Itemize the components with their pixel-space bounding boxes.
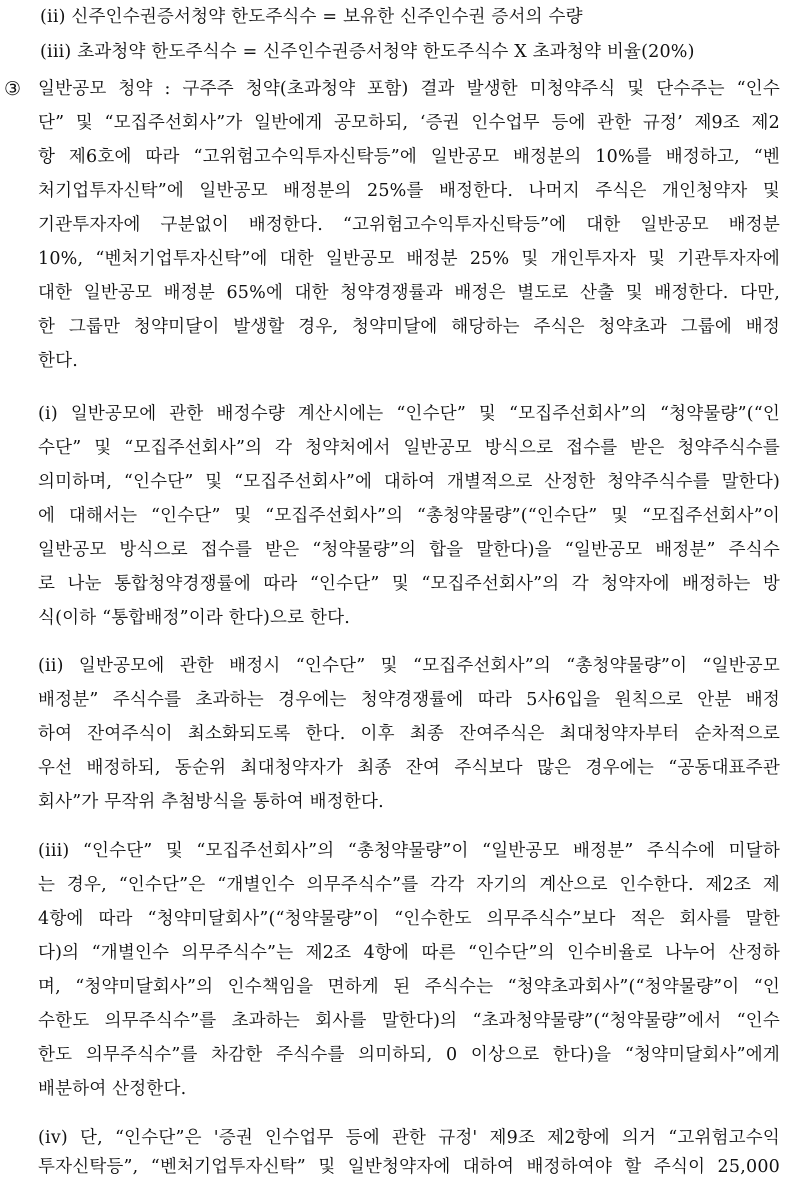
paragraph-line: (iii) “인수단” 및 “모집주선회사”의 “총청약물량”이 “일반공모 배정분” 주식수에 미달하	[38, 841, 780, 861]
paragraph-line: 며, “청약미달회사”의 인수책임을 면하게 된 주식수는 “청약초과회사”(“청약물량”이 “인	[38, 977, 780, 997]
paragraph-line: 에 대해서는 “인수단” 및 “모집주선회사”의 “총청약물량”(“인수단” 및 “모집주선회사”이	[38, 506, 780, 526]
paragraph-line: (ii) 일반공모에 관한 배정시 “인수단” 및 “모집주선회사”의 “총청약물량”이 “일반공모	[38, 656, 780, 676]
paragraph-line: 처기업투자신탁”에 일반공모 배정분의 25%를 배정한다. 나머지 주식은 개인청약자 및	[38, 181, 780, 201]
paragraph-line: 회사”가 무작위 추첨방식을 통하여 배정한다.	[38, 792, 384, 812]
paragraph-line: 한도 의무주식수”를 차감한 주식수를 의미하되, 0 이상으로 한다)을 “청약미달회사”에게	[38, 1045, 780, 1065]
paragraph-line: 수한도 의무주식수”를 초과하는 회사를 말한다)의 “초과청약물량”(“청약물량”에서 “인수	[38, 1011, 780, 1031]
paragraph-line: 일반공모 청약 : 구주주 청약(초과청약 포함) 결과 발생한 미청약주식 및 단수주는 “인수	[38, 79, 780, 99]
paragraph-line: 일반공모 방식으로 접수를 받은 “청약물량”의 합을 말한다)을 “일반공모 배정분” 주식수	[38, 540, 780, 560]
paragraph-line: 기관투자자에 구분없이 배정한다. “고위험고수익투자신탁등”에 대한 일반공모 배정분	[38, 215, 780, 235]
paragraph-line: 한다.	[38, 351, 78, 371]
paragraph-line: 수단” 및 “모집주선회사”의 각 청약처에서 일반공모 방식으로 접수를 받은 청약주식수를	[38, 438, 780, 458]
paragraph-line: 투자신탁등”, “벤처기업투자신탁” 및 일반청약자에 대하여 배정하여야 할 주식이 25,000	[38, 1157, 780, 1177]
paragraph-line: 10%, “벤처기업투자신탁”에 대한 일반공모 배정분 25% 및 개인투자자 및 기관투자자에	[38, 249, 780, 269]
paragraph-line: 로 나눈 통합청약경쟁률에 따라 “인수단” 및 “모집주선회사”의 각 청약자에 배정하는 방	[38, 574, 780, 594]
paragraph-line: 한 그룹만 청약미달이 발생할 경우, 청약미달에 해당하는 주식은 청약초과 그룹에 배정	[38, 317, 780, 337]
paragraph-line: (i) 일반공모에 관한 배정수량 계산시에는 “인수단” 및 “모집주선회사”의 “청약물량”(“인	[38, 404, 780, 424]
paragraph-line: 단” 및 “모집주선회사”가 일반에게 공모하되, ‘증권 인수업무 등에 관한 규정’ 제9조 제2	[38, 113, 780, 133]
paragraph-line: 항 제6호에 따라 “고위험고수익투자신탁등”에 일반공모 배정분의 10%를 배정하고, “벤	[38, 147, 780, 167]
item-iii-over-limit: (iii) 초과청약 한도주식수 = 신주인수권증서청약 한도주식수 X 초과청약 비율(20%)	[40, 42, 695, 62]
paragraph-line: 식(이하 “통합배정”이라 한다)으로 한다.	[38, 608, 350, 628]
paragraph-line: 하여 잔여주식이 최소화되도록 한다. 이후 최종 잔여주식은 최대청약자부터 순차적으로	[38, 724, 780, 744]
paragraph-line: 4항에 따라 “청약미달회사”(“청약물량”이 “인수한도 의무주식수”보다 적은 회사를 말한	[38, 909, 780, 929]
paragraph-line: 다)의 “개별인수 의무주식수”는 제2조 4항에 따른 “인수단”의 인수비율로 나누어 산정하	[38, 943, 780, 963]
paragraph-line: 배분하여 산정한다.	[38, 1079, 187, 1099]
paragraph-line: 배정분” 주식수를 초과하는 경우에는 청약경쟁률에 따라 5사6입을 원칙으로 안분 배정	[38, 690, 780, 710]
section-marker: ③	[4, 78, 22, 100]
paragraph-line: 대한 일반공모 배정분 65%에 대한 청약경쟁률과 배정은 별도로 산출 및 배정한다. 다만,	[38, 283, 780, 303]
paragraph-line: (iv) 단, “인수단”은 '증권 인수업무 등에 관한 규정' 제9조 제2항에 의거 “고위험고수익	[38, 1128, 780, 1148]
paragraph-line: 우선 배정하되, 동순위 최대청약자가 최종 잔여 주식보다 많은 경우에는 “공동대표주관	[38, 758, 780, 778]
paragraph-line: 는 경우, “인수단”은 “개별인수 의무주식수”를 각각 자기의 계산으로 인수한다. 제2조 제	[38, 875, 780, 895]
paragraph-line: 의미하며, “인수단” 및 “모집주선회사”에 대하여 개별적으로 산정한 청약주식수를 말한다)	[38, 472, 780, 492]
item-ii-limit: (ii) 신주인수권증서청약 한도주식수 = 보유한 신주인수권 증서의 수량	[40, 7, 583, 27]
